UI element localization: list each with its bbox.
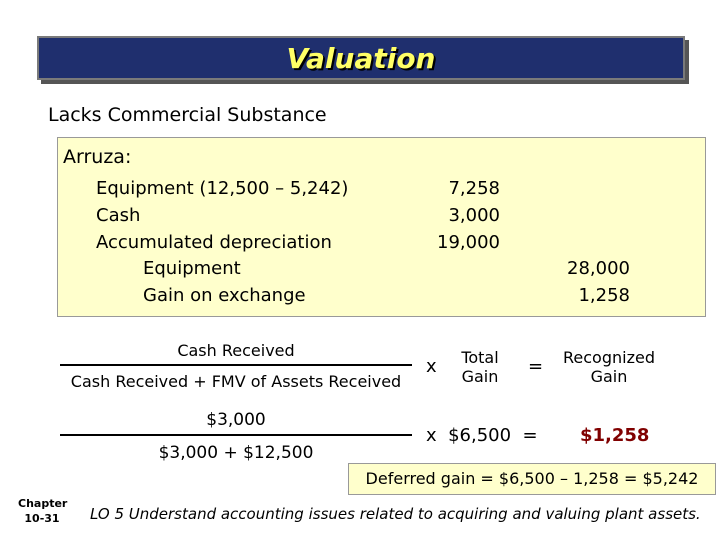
debit-cash: 3,000 <box>448 205 500 226</box>
account-equipment-credit: Equipment <box>143 258 241 279</box>
deferred-gain-box: Deferred gain = $6,500 – 1,258 = $5,242 <box>348 463 716 495</box>
slide-subtitle: Lacks Commercial Substance <box>48 104 327 126</box>
account-equipment: Equipment (12,500 – 5,242) <box>96 178 349 199</box>
credit-equipment: 28,000 <box>567 258 630 279</box>
calc-times-total: x $6,500 = <box>426 425 538 446</box>
calc-denominator: $3,000 + $12,500 <box>158 443 314 463</box>
formula-numerator: Cash Received <box>177 341 295 360</box>
calc-numerator: $3,000 <box>206 410 266 430</box>
credit-gain-on-exchange: 1,258 <box>578 285 630 306</box>
slide-title: Valuation <box>286 42 436 75</box>
calc-fraction-line <box>60 434 412 436</box>
formula-equals: = <box>528 356 544 377</box>
account-cash: Cash <box>96 205 141 226</box>
chapter-page: 10-31 <box>24 512 60 525</box>
debit-equipment: 7,258 <box>448 178 500 199</box>
account-gain-on-exchange: Gain on exchange <box>143 285 306 306</box>
entity-label: Arruza: <box>63 146 132 168</box>
calc-result: $1,258 <box>580 425 650 446</box>
chapter-text: Chapter <box>18 497 68 510</box>
formula-recognized-gain: Recognized Gain <box>563 348 655 386</box>
debit-accumulated-depreciation: 19,000 <box>437 232 500 253</box>
chapter-label <box>18 496 66 526</box>
title-bar <box>37 36 685 80</box>
learning-objective: LO 5 Understand accounting issues related to acquiring and valuing plant assets. <box>90 505 701 523</box>
formula-denominator: Cash Received + FMV of Assets Received <box>70 372 402 391</box>
account-accumulated-depreciation: Accumulated depreciation <box>96 232 332 253</box>
formula-total-gain: Total Gain <box>461 348 499 386</box>
formula-times: x <box>426 356 437 377</box>
formula-fraction-line <box>60 364 412 366</box>
